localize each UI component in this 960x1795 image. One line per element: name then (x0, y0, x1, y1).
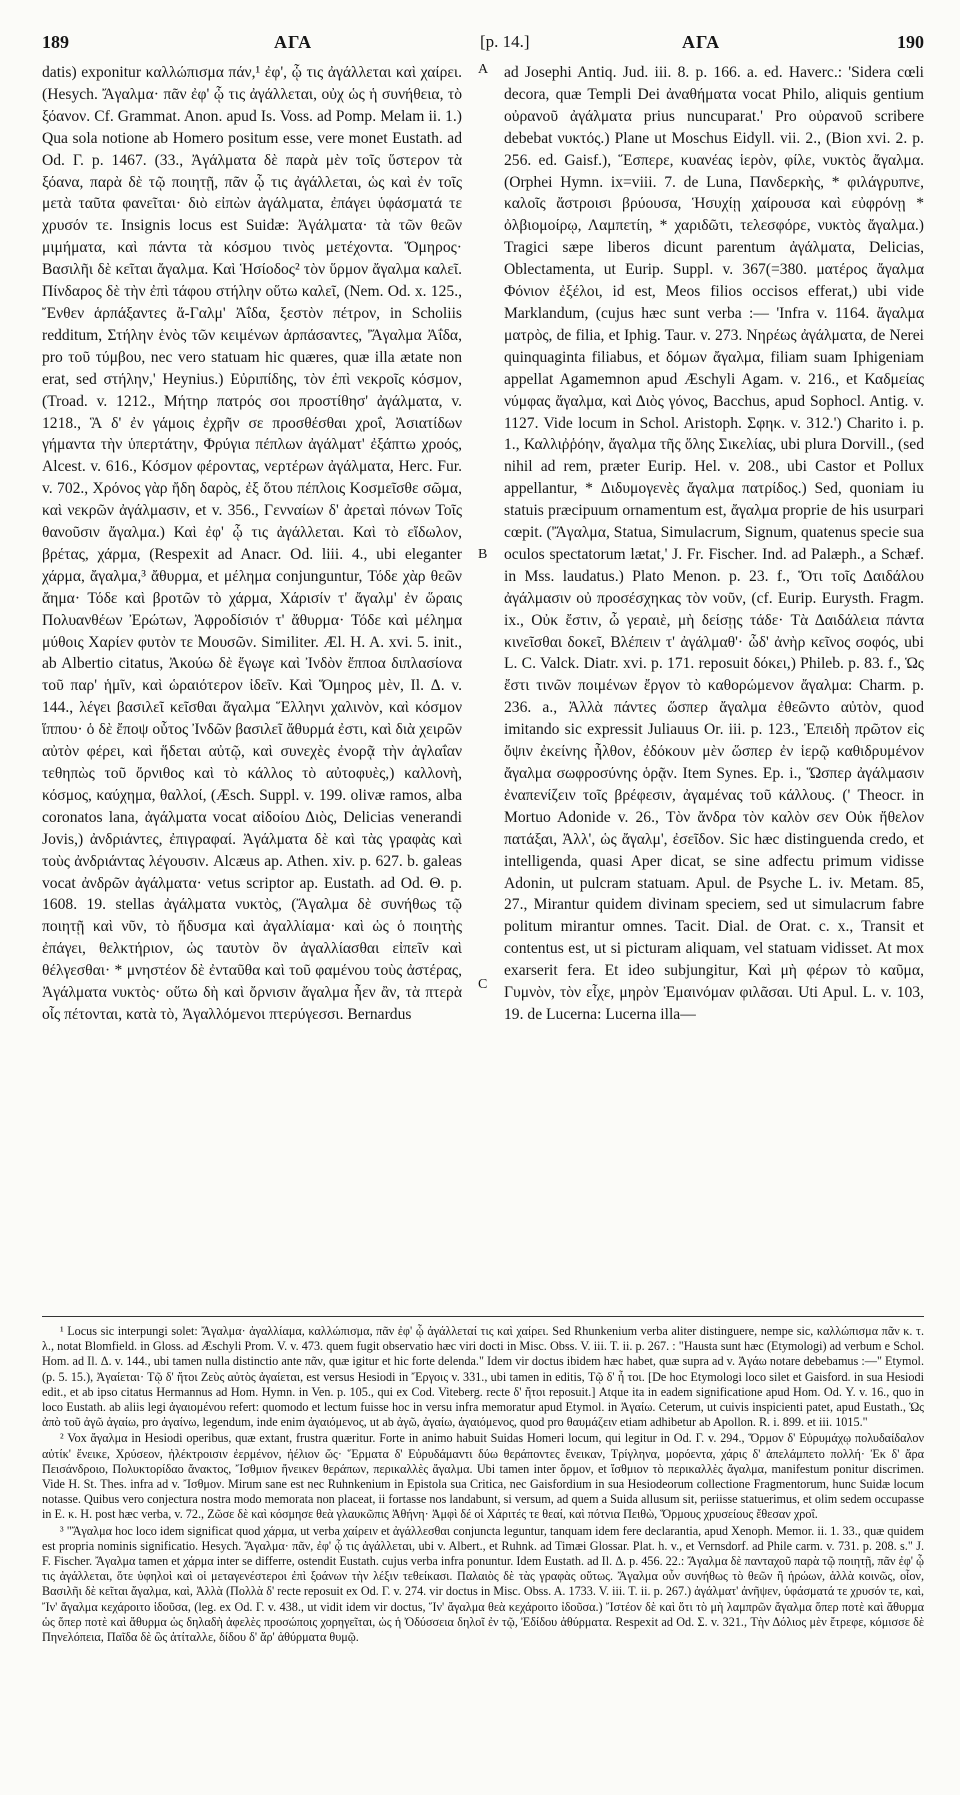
footnote-divider (42, 1316, 924, 1317)
left-page-number: 189 (42, 32, 69, 52)
footnote-3: ³ "Ἄγαλμα hoc loco idem significat quod χάρμα, ut verba χαίρειν et ἀγάλλεσθαι conjuncta leguntur, tanquam idem fere declarantia, apud Xenoph. Memor. ii. 1. 33., quæ quidem est propria nominis significatio. Hesych. Ἄγαλμα· πᾶν, ἐφ' ᾧ τις ἀγάλλεται, ubi v. Albert., et Ruhnk. ad Timæi Glossar. Plat. h. v., et Vernsdorf. ad Phile carm. v. 731. p. 208. s." J. F. Fischer. Ἄγαλμα tamen et χάρμα inter se differre, ostendit Eustath. cujus verba infra ponuntur. Idem Eustath. ad Il. Δ. p. 456. 22.: Ἄγαλμα δὲ πανταχοῦ παρὰ τῷ ποιητῇ, πᾶν ἐφ' ᾧ τις ἀγάλλεται, ὅτε ὑφηλοὶ καὶ οἱ μεταγενέστεροι ἐπὶ ξοάνων τὴν λέξιν τεθείκασι. Παλαιὸς δὲ τὰς γραφὰς οὕτως. Ἄγαλμα οὖν συνήθως τὸ θεῶν ἢ ἡρώων, ἀλλὰ κοινῶς, οἷον, Βασιλῆι δὲ κεῖται ἄγαλμα, καὶ, Ἀλλὰ (Πολλὰ δ' recte reposuit ex Od. Γ. v. 274. vir doctus in Misc. Obss. A. 1733. V. iii. T. ii. p. 267.) ἀγάλματ' ἀνῆψεν, ὑφάσματά τε χρυσόν τε, καὶ, Ἴν' ἄγαλμα κεχάροιτο ἰδοῦσα, (leg. ex Od. Γ. v. 438., ut vidit idem vir doctus, Ἵν' ἄγαλμα θεὰ κεχάροιτο ἰδοῦσα.) Ἴστέον δὲ καὶ ὅτι τὸ μὴ λαμπρῶν ἄγαλμα ὅπερ ποτὲ καὶ ἄθυρμα ὡς ὅπερ ποτὲ καὶ ἄθυρμα ὡς δηλαδὴ ἀφελὲς προσώποις χορηγεῖται, ὡς ἡ Ὀδύσσεια δηλοῖ ἐν τῷ, Ἐδίδου ἀθύρματα. Respexit ad Od. Σ. v. 321., Τὴν Δόλιος μὲν ἔτρεφε, κόμισσε δὲ Πηνελόπεια, Παῖδα δὲ ὣς ἀτίταλλε, δίδου δ' ἄρ' ἀθύρματα θυμῷ. (42, 1523, 924, 1645)
left-running-title: ΑΓΑ (274, 32, 313, 52)
footnotes (42, 1324, 924, 1784)
running-header (42, 32, 924, 58)
left-column (42, 62, 462, 1302)
right-page-number: 190 (897, 32, 924, 52)
marker-c: C (478, 977, 488, 992)
footnote-2: ² Vox ἄγαλμα in Hesiodi operibus, quæ extant, frustra quæritur. Forte in animo habuit Suidas Homeri locum, qui legitur in Od. Γ. v. 294., Ὅρμον δ' Εὐρυμάχῳ πολυδαίδαλον αὐτίκ' ἔνεικε, Χρύσεον, ἠλέκτροισιν ἐερμένον, ἠέλιον ὥς· Ἕρματα δ' Εὐρυδάμαντι δύω θεράποντες ἔνεικαν, Τρίγληνα, μορόεντα, χάρις δ' ἀπελάμπετο πολλή· Ἐκ δ' ἄρα Πεισάνδροιο, Πολυκτορίδαο ἄνακτος, Ἴσθμιον ἤνεικεν θεράπων, περικαλλὲς ἄγαλμα. Ubi tamen inter ὅρμον, et ἴσθμιον τὸ περικαλλὲς ἄγαλμα, manifestum ponitur discrimen. Vide H. St. Thes. infra ad v. Ἴσθμον. Mirum sane est nec Ruhnkenium in Epistola sua Critica, nec Gaisfordium in sua Hesiodeorum collectione Fragmentorum, hunc Suidæ locum notasse. Quibus vero conjectura nostra modo memorata non placeat, ii fortasse nos landabunt, si versum, ad quem a Suida allusum sit, periisse statuerimus, et olim sedem occupasse in Ε. κ. Η. post hæc verba, v. 72., Ζῶσε δὲ καὶ κόσμησε θεὰ γλαυκῶπις Ἀθήνη· Ἀμφὶ δέ οἱ Χάριτές τε θεαί, καὶ πότνια Πειθὼ, Ὅρμους χρυσείους ἔθεσαν χροΐ. (42, 1431, 924, 1522)
right-column-text: ad Josephi Antiq. Jud. iii. 8. p. 166. a. ed. Haverc.: 'Sidera cœli decora, quæ Templi Dei ἀναθήματα vocat Philo, aliquis gentium οὐρανοῦ ἀγάλματα prius nuncuparat.' Pro οὐρανοῦ scribere debebat νυκτός.) Plane ut Moschus Eidyll. vii. 2., (Bion xvi. 2. p. 256. ed. Gaisf.), Ἕσπερε, κυανέας ἱερὸν, φίλε, νυκτὸς ἄγαλμα. (Orphei Hymn. ix=viii. 7. de Luna, Πανδερκὴς, * φιλάγρυπνε, καλοῖς ἄστροισι βρύουσα, Ἡσυχίῃ χαίρουσα καὶ εὐφρόνῃ * ὀλβιομοίρῳ, Λαμπετίη, * χαριδῶτι, τελεσφόρε, νυκτὸς ἄγαλμα.) Tragici sæpe liberos dicunt parentum ἀγάλματα, Delicias, Oblectamenta, ut Eurip. Suppl. v. 367(=380. ματέρος ἄγαλμα Φόνιον ἐξέλοι, id est, Meos filios occisos efferat,) ubi vide Marklandum, (cujus hæc sunt verba :— 'Infra v. 1164. ἄγαλμα ματρὸς, de filia, et Iphig. Taur. v. 273. Νηρέως ἀγάλματα, de Nerei quinquaginta filiabus, et δόμων ἄγαλμα, filiam suam Iphigeniam appellat Agamemnon apud Æschyli Agam. v. 216., et Καδμείας νύμφας ἄγαλμα, καὶ Διὸς γόνος, Bacchus, apud Sophocl. Antig. v. 1127. Vide locum in Schol. Aristoph. Σφηκ. v. 312.') Charito i. p. 1., Καλλιῤῥόην, ἄγαλμα τῆς ὅλης Σικελίας, ubi plura Dorvill., (sed nihil ad rem, præter Eurip. Hel. v. 208., ubi Castor et Pollux appellantur, * Διδυμογενὲς ἄγαλμα πατρίδος.) Sed, quoniam iu statuis præcipuum ornamentum est, ἄγαλμα proprie de his usurpari cœpit. ('Ἄγαλμα, Statua, Simulacrum, Signum, quatenus specie sua oculos spectatorum lætat,' J. Fr. Fischer. Ind. ad Palæph., a Schæf. in Mss. laudatus.) Plato Menon. p. 23. f., Ὅτι τοῖς Δαιδάλου ἀγάλμασιν οὐ προσέσχηκας τὸν νοῦν, (cf. Eurip. Eurysth. Fragm. ix., Οὐκ ἔστιν, ὦ γεραιὲ, μὴ δείσῃς τάδε· Τὰ Δαιδάλεια πάντα κινεῖσθαι δοκεῖ, Βλέπειν τ' ἀγάλμαθ'· ὧδ' ἀνὴρ κεῖνος σοφός, ubi L. C. Valck. Diatr. xvi. p. 171. reposuit δόκει,) Phileb. p. 83. f., Ὡς ἔστι τινῶν ποιμένων ἔργον τὸ καθορώμενον ἄγαλμα: Charm. p. 236. a., Ἀλλὰ πάντες ὥσπερ ἄγαλμα ἐθεῶντο αὐτὸν, quod imitando sic expressit Juliauus Or. iii. p. 123., Ἐπειδὴ πρῶτον εἰς ὄψιν ἐκείνης ἦλθον, ἐδόκουν μὲν ὥσπερ ἐν ἱερῷ καθιδρυμένον ἄγαλμα σωφροσύνης ὁρᾷν. Item Synes. Ep. i., Ὥσπερ ἀγάλμασιν ἐναπενίζειν τοῖς βρέφεσιν, ἀγαμένας τοῦ κάλλους. (' Theocr. in Mortuo Adonide v. 26., Τὸν ἄνδρα τὸν καλὸν σεν Οὐκ ἤθελον πατάξαι, Ἀλλ', ὡς ἄγαλμ', ἐσεῖδον. Sic hæc distinguenda credo, et intelligenda, quasi Aper dicat, se sine adfectu primum vidisse Adonin, ut pulcram statuam. Apul. de Psyche L. iv. Metam. 85, 27., Mirantur quidem divinam speciem, sed ut simulacrum fabre politum mirantur omnes. Tacit. Dial. de Orat. c. x., Transit et contentus est, ut si picturam aliquam, vel statuam vidisset. At mox exarserit fera. Et ideo subjungitur, Καὶ μὴ φέρων τὸ καῦμα, Γυμνὸν, τὸν εἶχε, μηρὸν Ἐμαινόμαν φιλᾶσαι. Uti Apul. L. v. 103, 19. de Lucerna: Lucerna illa— (504, 64, 924, 1023)
right-running-title: ΑΓΑ (682, 32, 721, 52)
center-page-reference: [p. 14.] (480, 32, 530, 51)
right-column (504, 62, 924, 1302)
left-column-text: datis) exponitur καλλώπισμα πάν,¹ ἐφ', ᾧ τις ἀγάλλεται καὶ χαίρει. (Hesych. Ἄγαλμα· πᾶν ἐφ' ᾧ τις ἀγάλλεται, οὐχ ὡς ἡ συνήθεια, τὸ ξόανον. Cf. Grammat. Anon. apud Is. Voss. ad Pomp. Melam ii. 1.) Qua sola notione ab Homero positum esse, vere monet Eustath. ad Od. Γ. p. 1467. (33., Ἀγάλματα δὲ παρὰ μὲν τοῖς ὕστερον τὰ ξόανα, παρὰ δὲ τῷ ποιητῇ, πᾶν ᾧ τις ἀγάλλεται, ὡς καὶ ἐν τοῖς μετὰ ταῦτα φανεῖται· διὸ εἰπὼν ἀγάλματα, ἐπάγει ὑφάσματά τε χρυσόν τε. Insignis locus est Suidæ: Ἀγάλματα· τὰ τῶν θεῶν μιμήματα, καὶ πάντα τὰ κόσμου τινὸς μετέχοντα. Ὅμηρος· Βασιλῆι δὲ κεῖται ἄγαλμα. Καὶ Ἡσίοδος² τὸν ὕρμον ἄγαλμα καλεῖ. Πίνδαρος δὲ τὴν ἐπὶ τάφου στήλην οὕτω καλεῖ, (Nem. Od. x. 125., Ἔνθεν ἁρπάξαντες ἄ-Γαλμ' Ἀΐδα, ξεστὸν πέτρον, in Scholiis redditum, Στήλην ἑνὸς τῶν κειμένων ἁρπάσαντες, 'Ἄγαλμα Ἀΐδα, pro τοῦ τύμβου, nec vero statuam hic quæres, quæ illa ætate non erat, sed στήλην,' Heynius.) Εὐριπίδης, τὸν ἐπὶ νεκροῖς κόσμον, (Troad. v. 1212., Μήτηρ πατρός σοι προστίθησ' ἀγάλματα, v. 1218., Ἃ δ' ἐν γάμοις ἐχρῆν σε προσθέσθαι χροΐ, Ἀσιατίδων γήμαντα τὴν ὑπερτάτην, Φρύγια πέπλων ἀγάλματ' ἐξάπτω χροός, Alcest. v. 616., Κόσμον φέροντας, νερτέρων ἀγάλματα, Herc. Fur. v. 702., Χρόνος γὰρ ἤδη δαρὸς, ἐξ ὅτου πέπλοις Κοσμεῖσθε σῶμα, καὶ νεκρῶν ἀγάλμασιν, et v. 356., Γενναίων δ' ἀρεταὶ πόνων Τοῖς θανοῦσιν ἄγαλμα.) Καὶ ἐφ' ᾧ τις ἀγάλλεται. Καὶ τὸ εἴδωλον, βρέτας, χάρμα, (Respexit ad Anacr. Od. liii. 4., ubi eleganter χάρμα, ἄγαλμα,³ ἄθυρμα, et μέλημα conjunguntur, Τόδε χὰρ θεῶν ἄημα· Τόδε καὶ βροτῶν τὸ χάρμα, Χάρισίν τ' ἄγαλμ' ἐν ὥραις Πολυανθέων Ἐρώτων, Ἀφροδίσιόν τ' ἄθυρμα· Τόδε καὶ μέλημα μύθοις Χαρίεν φυτὸν τε Μουσῶν. Similiter. Æl. H. A. xvi. 5. init., ab Albertio citatus, Ἀκούω δὲ ἔγωγε καὶ Ἰνδὸν ἔπποα διπλασίονα τοῦ παρ' ἡμῖν, καὶ ὡραιότερον ἰδεῖν. Καὶ Ὅμηρος μὲν, Il. Δ. v. 144., λέγει βασιλεῖ κεῖσθαι ἄγαλμα Ἕλληνι χαλινὸν, καὶ κόσμον ἵππου· ὁ δὲ ἔποψ οὗτος Ἰνδῶν βασιλεῖ ἄθυρμά ἐστι, καὶ διὰ χειρῶν αὐτὸν φέρει, καὶ ἥδεται αὐτῷ, καὶ συνεχὲς ἐνορᾷ τὴν ἀγλαΐαν τεθηπὼς τοῦ ὄρνιθος καὶ τὸ κάλλος τὸ αὐτοφυὲς,) καλλονὴ, κόσμος, καύχημα, θαλλοί, (Æsch. Suppl. v. 199. olivæ ramos, alba coronatos lana, ἀγάλματα vocat αἰδοίου Διὸς, Delicias venerandi Jovis,) ἀνδριάντες, ἐπιγραφαί. Ἀγάλματα δὲ καὶ τὰς γραφὰς καὶ τοὺς ἀνδριάντας λέγουσιν. Alcæus ap. Athen. xiv. p. 627. b. galeas vocat ἀνδρῶν ἀγάλματα· vetus scriptor ap. Eustath. ad Od. Θ. p. 1608. 19. stellas ἀγάλματα νυκτὸς, (Ἄγαλμα δὲ συνήθως τῷ ποιητῇ καὶ νῦν, τὸ ἥδυσμα καὶ ἀγαλλίαμα· καὶ ὡς ὁ ποιητὴς ἐπάγει, θελκτήριον, ὡς ταυτὸν ὂν ἀγαλλίασθαι εἰπεῖν καὶ θέλγεσθαι· * μνηστέον δὲ ἐνταῦθα καὶ τοῦ φαμένου τοὺς ἀστέρας, Ἀγάλματα νυκτὸς· οὕτω δὴ καὶ ὄρνισιν ἄγαλμα ἦεν ἂν, τὰ πτερὰ οἷς πέτονται, κατὰ τὸ, Ἀγαλλόμενοι πτερύγεσσι. Bernardus (42, 64, 462, 1023)
marker-b: B (478, 547, 488, 562)
column-markers (478, 62, 498, 1302)
marker-a: A (478, 62, 489, 77)
footnote-1: ¹ Locus sic interpungi solet: Ἄγαλμα· ἀγαλλίαμα, καλλώπισμα, πᾶν ἐφ' ᾧ ἀγάλλεταί τις καὶ χαίρει. Sed Rhunkenium verba aliter distinguere, nempe sic, καλλώπισμα πᾶν κ. τ. λ., notat Blomfield. in Gloss. ad Æschyli Prom. V. v. 473. quem fugit observatio hæc viri docti in Misc. Obss. V. iii. T. ii. p. 267. : "Hausta sunt hæc (Etymologi) ad verbum e Schol. Hom. ad Il. Δ. v. 144., ubi tamen nulla distinctio ante πᾶν, quæ igitur et hic forte delenda." Idem vir doctus ibidem hæc habet, quæ supra ad v. Ἀγάω notare debebamus :—" Etymol. (p. 5. 15.), Ἀγαίεται· Τῷ δ' ἤτοι Ζεὺς αὐτὸς ἀγαίεται, est versus Hesiodi in Ἔργοις v. 331., ubi tamen in editis, Τῷ δ' ἦ τοι. [De hoc Etymologi loco silet et Gaisford. in sua Hesiodi edit., et ab ipso citatus Hermannus ad Hom. Hymn. in Ven. p. 105., qui ex Cod. Viteberg. recte δ' ἤτοι reposuit.] Atque ita in eadem significatione apud Hom. Od. Υ. v. 16., quo in loco Eustath. ab aliis legi ἀγαιομένου refert: quomodo et lectum fuisse hoc in versu infra memoratur apud Etymol. in Ἀγαίω. Ceterum, ut cuivis inspicienti patet, apud Eustath., Ὡς ἀπὸ τοῦ ἀγῶ ἀγαίω, pro ἀγαίνω, legendum, inde enim ἀγαιόμενος, ut ab ἀγῶ, ἀγαίω, ἀγαιόμενος, quod pro θαυμάζειν etiam adhibetur ab Apollon. R. i. 899. et iii. 1015." (42, 1324, 924, 1430)
